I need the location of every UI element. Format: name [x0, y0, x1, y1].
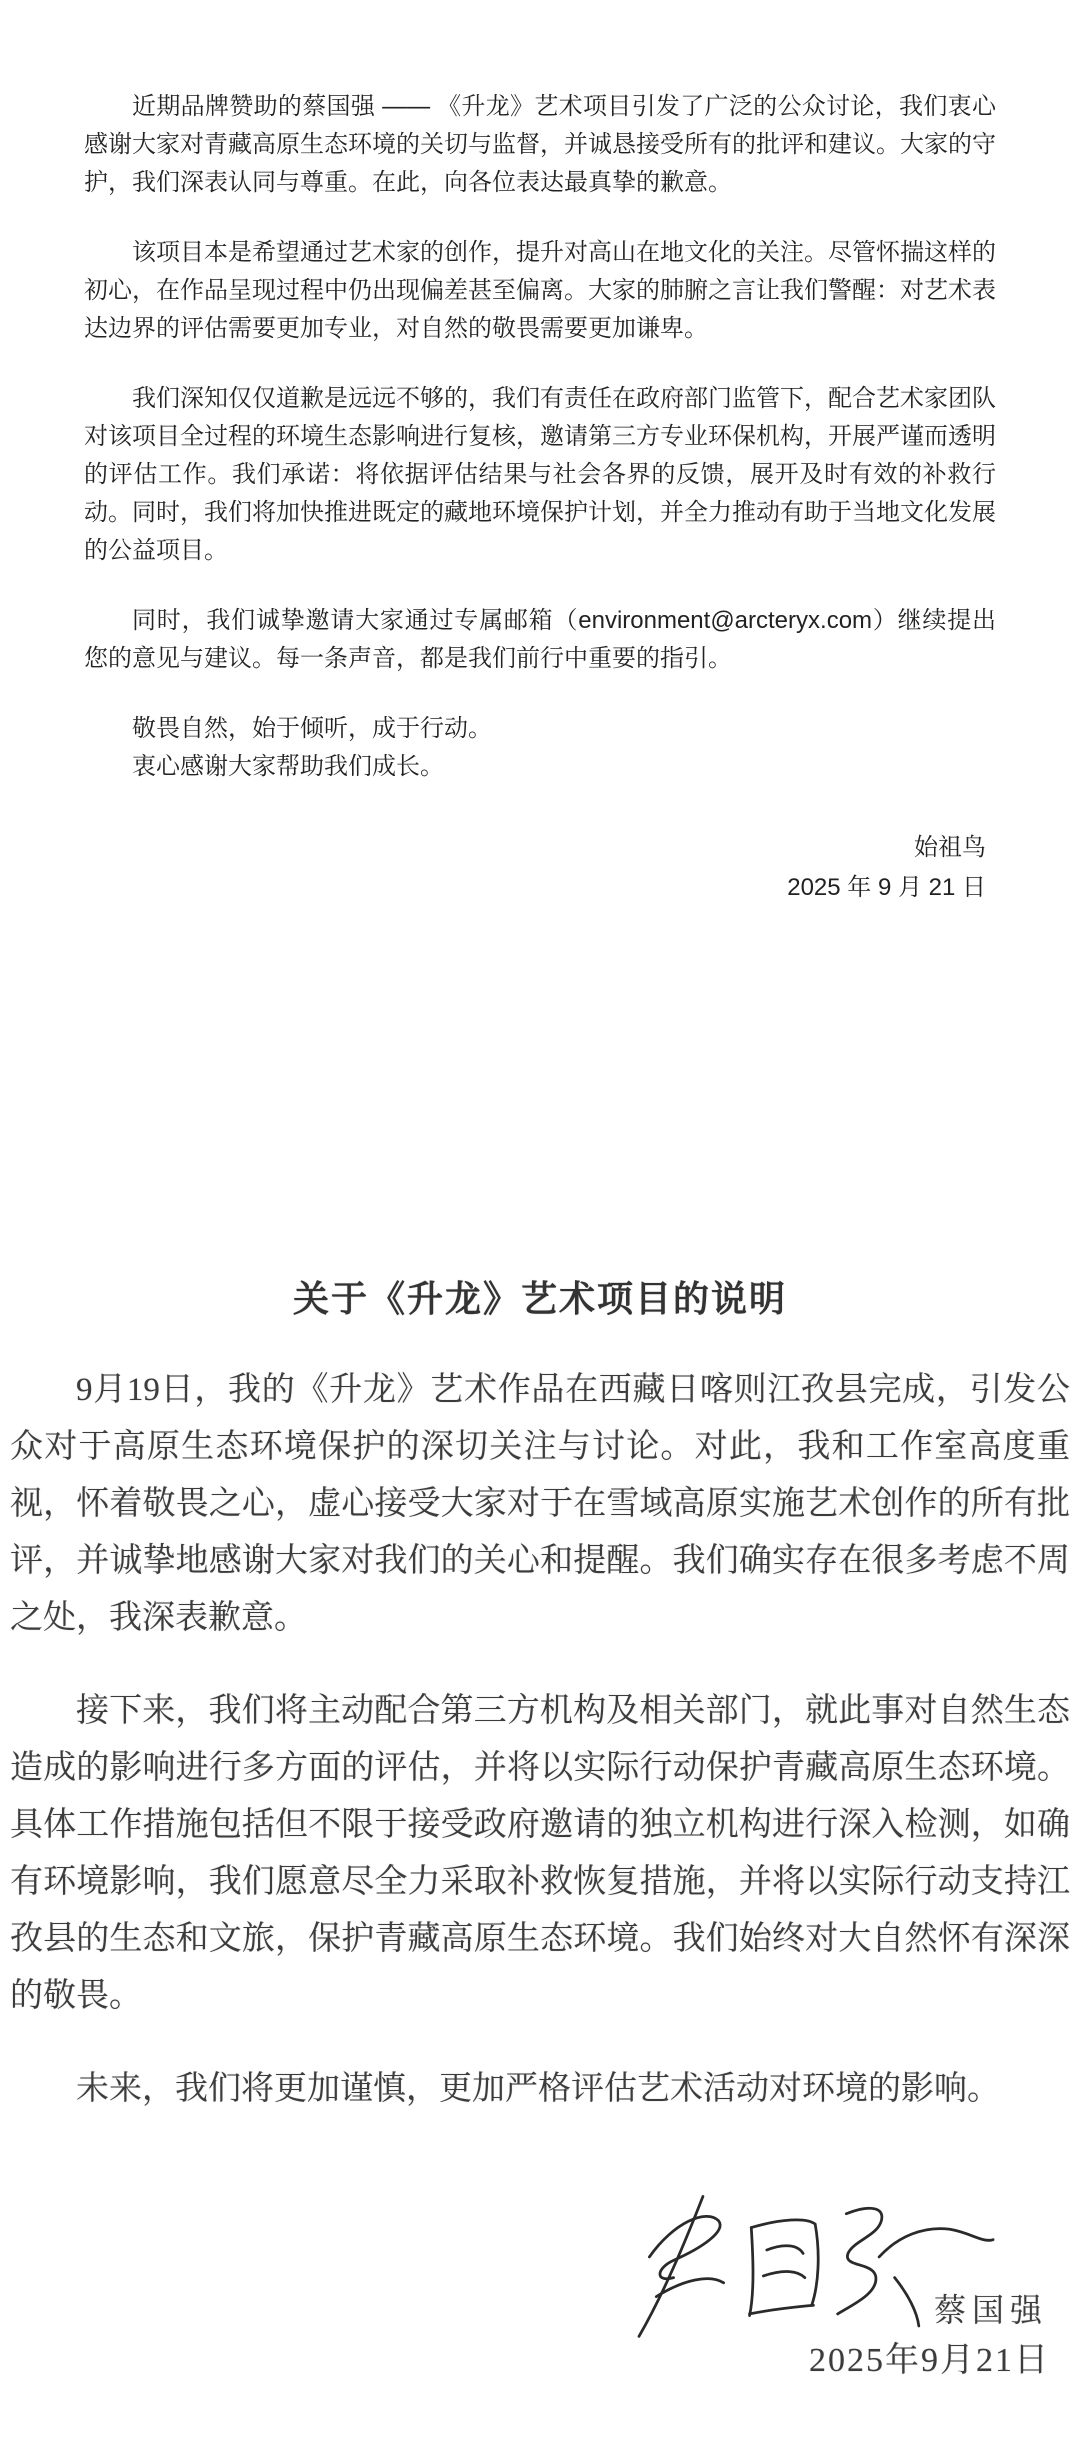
statement-paragraph: 未来，我们将更加谨慎，更加严格评估艺术活动对环境的影响。 [76, 2071, 1000, 2107]
statement-paragraph: 我们深知仅仅道歉是远远不够的，我们有责任在政府部门监管下，配合艺术家团队对该项目全过程的环境生态影响进行复核，邀请第三方专业环保机构，开展严谨而透明的评估工作。我们承诺：将依据评估结果与社会各界的反馈，展开及时有效的补救行动。同时，我们将加快推进既定的藏地环境保护计划，并全力推动有助于当地文化发展的公益项目。 [84, 385, 996, 564]
cai-guoqiang-statement [10, 1272, 1070, 2454]
signer-name: 始祖鸟 [914, 834, 986, 861]
statement-paragraph: 9月19日，我的《升龙》艺术作品在西藏日喀则江孜县完成，引发公众对于高原生态环境保护的深切关注与讨论。对此，我和工作室高度重视，怀着敬畏之心，虚心接受大家对于在雪域高原实施艺术创作的所有批评，并诚挚地感谢大家对我们的关心和提醒。我们确实存在很多考虑不周之处，我深表歉意。 [10, 1372, 1070, 1636]
signature-block [10, 2154, 1070, 2454]
closing-line: 敬畏自然，始于倾听，成于行动。 [132, 715, 492, 742]
signoff-date: 2025 年 9 月 21 日 [787, 874, 986, 901]
statement-paragraph: 近期品牌赞助的蔡国强 —— 《升龙》艺术项目引发了广泛的公众讨论，我们衷心感谢大家对青藏高原生态环境的关切与监督，并诚恳接受所有的批评和建议。大家的守护，我们深表认同与尊重。在此，向各位表达最真挚的歉意。 [84, 93, 996, 196]
signature-date: 2025年9月21日 [809, 2342, 1050, 2379]
closing-lines [84, 710, 996, 786]
signoff-block [84, 828, 996, 908]
statement-paragraph-with-email: 同时，我们诚挚邀请大家通过专属邮箱（environment@arcteryx.com）继续提出您的意见与建议。每一条声音，都是我们前行中重要的指引。 [84, 607, 996, 672]
statement-paragraph: 该项目本是希望通过艺术家的创作，提升对高山在地文化的关注。尽管怀揣这样的初心，在作品呈现过程中仍出现偏差甚至偏离。大家的肺腑之言让我们警醒：对艺术表达边界的评估需要更加专业，对自然的敬畏需要更加谦卑。 [84, 239, 996, 342]
closing-line: 衷心感谢大家帮助我们成长。 [132, 753, 444, 780]
statement-title: 关于《升龙》艺术项目的说明 [292, 1279, 787, 1319]
signature-printed-name: 蔡国强 [933, 2292, 1048, 2328]
statement-paragraph: 接下来，我们将主动配合第三方机构及相关部门，就此事对自然生态造成的影响进行多方面的评估，并将以实际行动保护青藏高原生态环境。具体工作措施包括但不限于接受政府邀请的独立机构进行深入检测，如确有环境影响，我们愿意尽全力采取补救恢复措施，并将以实际行动支持江孜县的生态和文旅，保护青藏高原生态环境。我们始终对大自然怀有深深的敬畏。 [10, 1693, 1070, 2014]
arcteryx-statement [84, 88, 996, 908]
